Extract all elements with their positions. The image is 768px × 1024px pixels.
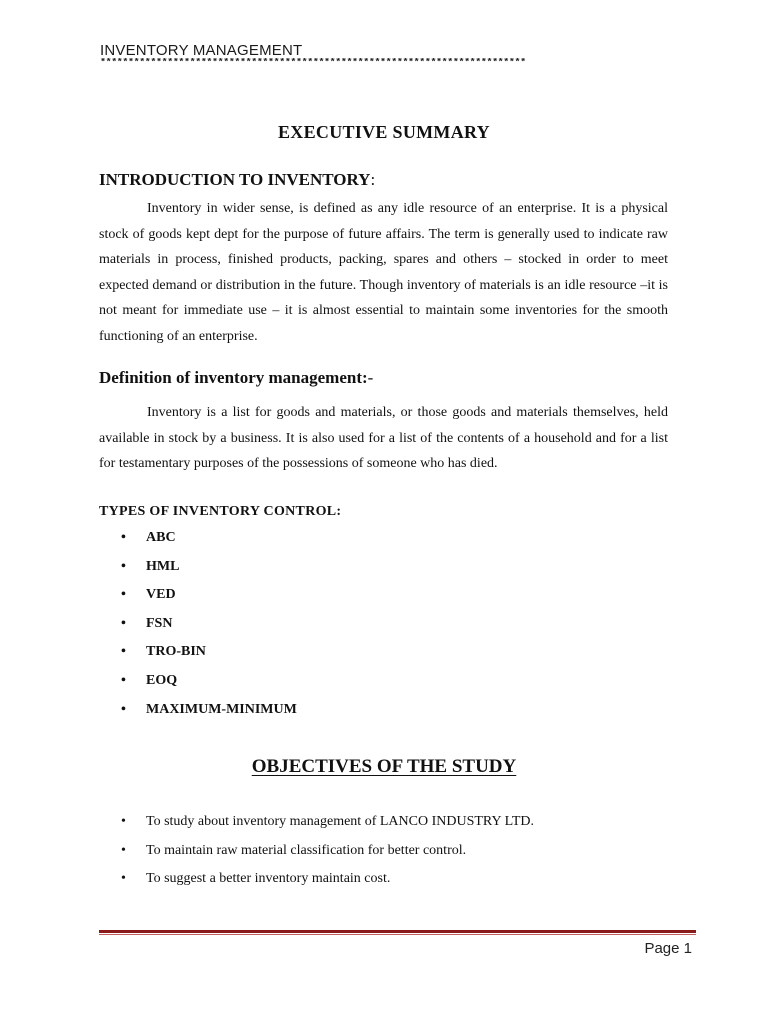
bullet-icon: • (121, 558, 126, 574)
list-item-text: MAXIMUM-MINIMUM (146, 701, 297, 717)
definition-paragraph (99, 400, 668, 477)
footer-rule (99, 930, 696, 936)
introduction-heading-text: INTRODUCTION TO INVENTORY (99, 170, 371, 189)
list-item (121, 558, 297, 588)
list-item-text: FSN (146, 615, 173, 631)
bullet-icon: • (121, 644, 126, 660)
types-list (121, 530, 297, 730)
introduction-heading-colon: : (370, 170, 376, 189)
introduction-heading (99, 170, 375, 190)
list-item-text: To suggest a better inventory maintain cost. (146, 871, 391, 887)
list-item-text: HML (146, 558, 180, 574)
list-item (121, 701, 297, 731)
list-item (121, 842, 534, 872)
bullet-icon: • (121, 842, 126, 858)
bullet-icon: • (121, 814, 126, 829)
list-item (121, 672, 297, 702)
footer-rule-thick (99, 930, 696, 933)
definition-heading-text: Definition of inventory management: (99, 368, 368, 387)
list-item-text: ABC (146, 530, 176, 545)
list-item-text: VED (146, 587, 176, 603)
header-star-divider: **************************************************************************** (100, 58, 526, 69)
definition-paragraph-text: Inventory is a list for goods and materials, or those goods and materials themselves, held available in stock by a business. It is also used for a list of the contents of a household and for a list for testamentary purposes of the possessions of someone who has died. (99, 405, 668, 471)
bullet-icon: • (121, 587, 126, 603)
list-item (121, 530, 297, 559)
bullet-icon: • (121, 615, 126, 631)
executive-summary-title: EXECUTIVE SUMMARY (278, 122, 490, 142)
footer-rule-thin (99, 934, 696, 935)
list-item-text: EOQ (146, 672, 178, 688)
list-item (121, 615, 297, 645)
list-item (121, 814, 534, 843)
list-item-text: To maintain raw material classification for better control. (146, 842, 467, 858)
list-item-text: TRO-BIN (146, 644, 206, 660)
list-item (121, 587, 297, 616)
page-number: Page 1 (644, 940, 692, 957)
definition-heading-dash: - (367, 368, 374, 387)
objectives-list (121, 814, 534, 900)
definition-heading (99, 368, 373, 388)
bullet-icon: • (121, 871, 126, 887)
introduction-paragraph (99, 196, 668, 349)
types-heading: TYPES OF INVENTORY CONTROL: (99, 504, 342, 519)
introduction-paragraph-text: Inventory in wider sense, is defined as any idle resource of an enterprise. It is a physical stock of goods kept dept for the purpose of future affairs. The term is generally used to indicate raw materials in process, finished products, packing, spares and others – stocked in order to meet expected demand or distribution in the future. Though inventory of materials is an idle resource –it is not meant for immediate use – it is almost essential to maintain some inventories for the smooth functioning of an enterprise. (99, 201, 668, 344)
objectives-title: OBJECTIVES OF THE STUDY (251, 756, 517, 777)
bullet-icon: • (121, 701, 126, 717)
list-item (121, 644, 297, 673)
list-item (121, 871, 534, 900)
bullet-icon: • (121, 530, 126, 545)
bullet-icon: • (121, 672, 126, 688)
running-header: INVENTORY MANAGEMENT (100, 42, 303, 59)
list-item-text: To study about inventory management of LANCO INDUSTRY LTD. (146, 814, 534, 829)
